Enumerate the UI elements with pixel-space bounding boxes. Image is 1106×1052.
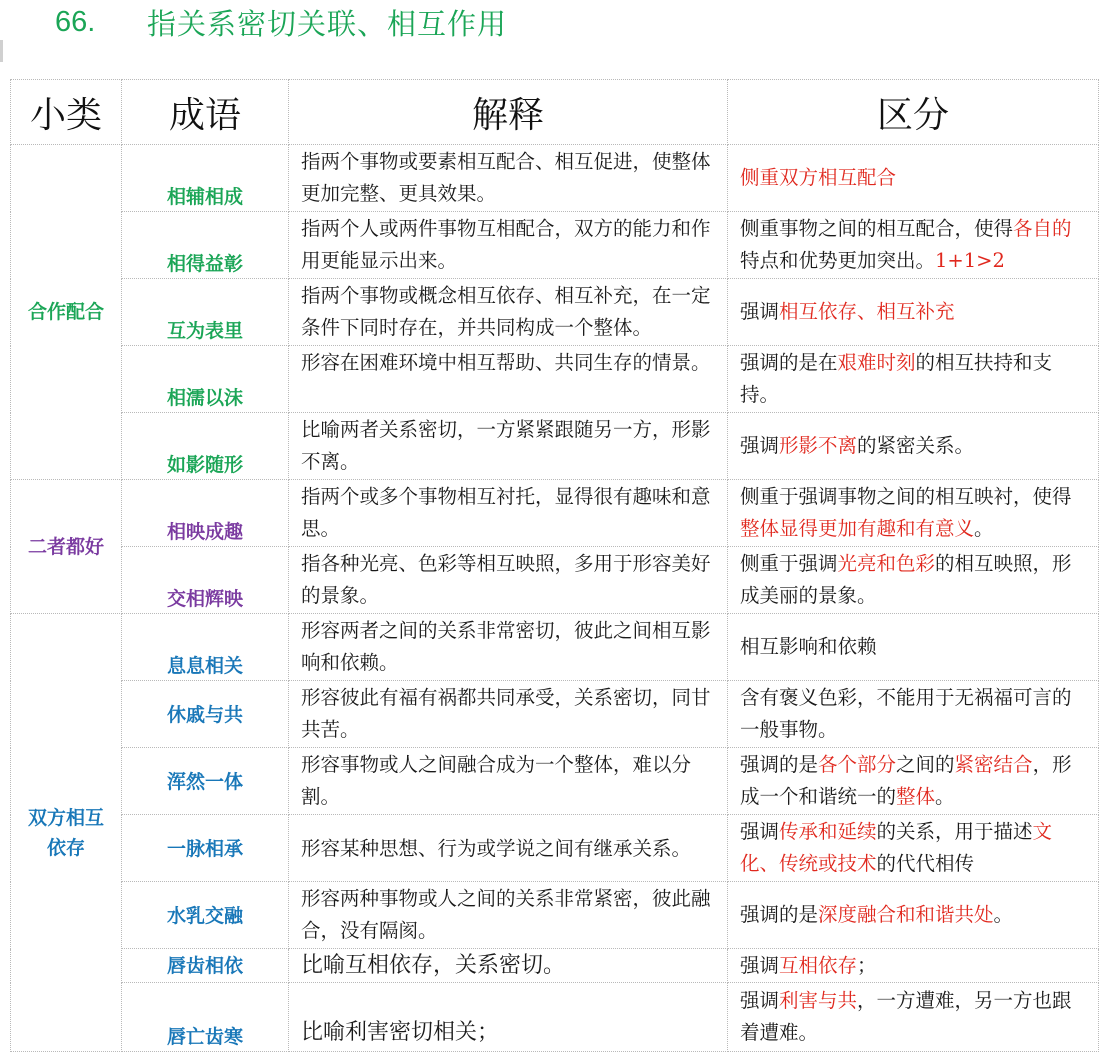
- idiom-cell: [122, 145, 289, 212]
- idiom-text: 互为表里: [166, 320, 243, 342]
- idiom-cell: [122, 480, 289, 547]
- distinction-text: 强调: [740, 989, 780, 1012]
- highlight-text: 艰难时刻: [837, 351, 916, 374]
- idiom-text: 相得益彰: [166, 253, 243, 275]
- distinction-text: 强调: [740, 434, 780, 457]
- highlight-text: 传承和延续: [779, 820, 877, 843]
- idiom-cell: [122, 547, 289, 614]
- explanation-cell: 形容两种事物或人之间的关系非常紧密，彼此融合，没有隔阂。: [289, 882, 728, 949]
- distinction-cell: [728, 983, 1099, 1052]
- distinction-text: 特点和优势更加突出。: [740, 249, 936, 272]
- idiom-cell: [122, 748, 289, 815]
- idiom-cell: [122, 949, 289, 983]
- highlight-text: 互相依存: [779, 953, 858, 977]
- distinction-text: 的紧密关系。: [857, 434, 975, 457]
- idiom-text: 相映成趣: [166, 521, 243, 543]
- distinction-text: 强调的是: [740, 903, 819, 926]
- category-line: 依存: [46, 836, 85, 859]
- idiom-text: 一脉相承: [166, 837, 243, 860]
- distinction-text: 。: [935, 785, 955, 808]
- idiom-cell: [122, 681, 289, 748]
- explanation-cell: 指两个事物或要素相互配合、相互促进，使整体更加完整、更具效果。: [289, 145, 728, 212]
- heading-title: 指关系密切关联、相互作用: [147, 6, 508, 41]
- distinction-cell: [728, 346, 1099, 413]
- margin-mark: [0, 40, 3, 62]
- distinction-text: 强调: [740, 300, 780, 323]
- idiom-text: 相濡以沫: [166, 387, 243, 409]
- table-row: [11, 983, 1099, 1052]
- explanation-cell: 形容某种思想、行为或学说之间有继承关系。: [289, 815, 728, 882]
- category-line: 双方相互: [27, 806, 104, 829]
- distinction-cell: [728, 279, 1099, 346]
- idiom-text: 交相辉映: [166, 588, 243, 610]
- idiom-text: 水乳交融: [166, 904, 243, 927]
- idiom-cell: [122, 413, 289, 480]
- table-row: [11, 748, 1099, 815]
- header-category: 小类: [11, 80, 122, 145]
- distinction-cell: [728, 748, 1099, 815]
- highlight-text: 整体显得更加有趣和有意义: [740, 517, 975, 540]
- table-row: [11, 145, 1099, 212]
- distinction-text: 。: [974, 517, 994, 540]
- distinction-text: 侧重于强调事物之间的相互映衬，使得: [740, 485, 1072, 508]
- page-heading: [55, 0, 507, 44]
- distinction-text: 强调的是在: [740, 351, 838, 374]
- distinction-text: 含有褒义色彩，不能用于无祸福可言的一般事物。: [740, 686, 1072, 741]
- idiom-cell: [122, 882, 289, 949]
- idiom-cell: [122, 815, 289, 882]
- explanation-cell: 形容彼此有福有祸都共同承受，关系密切，同甘共苦。: [289, 681, 728, 748]
- table-row: [11, 882, 1099, 949]
- table-header-row: [11, 80, 1099, 145]
- idiom-cell: [122, 279, 289, 346]
- highlight-text: 各自的: [1013, 217, 1072, 240]
- explanation-cell: 形容事物或人之间融合成为一个整体，难以分割。: [289, 748, 728, 815]
- idiom-text: 息息相关: [166, 655, 243, 677]
- explanation-cell: 指两个或多个事物相互衬托，显得很有趣味和意思。: [289, 480, 728, 547]
- distinction-text: 侧重于强调: [740, 552, 838, 575]
- explanation-cell: 指两个事物或概念相互依存、相互补充，在一定条件下同时存在，并共同构成一个整体。: [289, 279, 728, 346]
- distinction-text: 的相互映照，形成美丽的景象。: [740, 552, 1072, 607]
- distinction-text: ；: [857, 953, 877, 977]
- distinction-text: 强调: [740, 953, 780, 977]
- idiom-text: 相辅相成: [166, 186, 243, 208]
- highlight-text: 侧重双方相互配合: [740, 166, 897, 189]
- distinction-text: 相互影响和依赖: [740, 635, 877, 658]
- category-cell: [11, 614, 122, 1052]
- highlight-text: 利害与共: [779, 989, 858, 1012]
- distinction-text: 。: [993, 903, 1014, 926]
- distinction-cell: [728, 614, 1099, 681]
- distinction-cell: [728, 413, 1099, 480]
- distinction-cell: [728, 145, 1099, 212]
- idiom-text: 唇齿相依: [166, 955, 243, 977]
- header-idiom: 成语: [122, 80, 289, 145]
- highlight-text: 形影不离: [779, 434, 858, 457]
- distinction-cell: [728, 815, 1099, 882]
- table-row: [11, 480, 1099, 547]
- table-row: [11, 681, 1099, 748]
- distinction-cell: [728, 949, 1099, 983]
- distinction-text: 侧重事物之间的相互配合，使得: [740, 217, 1014, 240]
- explanation-cell: 指各种光亮、色彩等相互映照，多用于形容美好的景象。: [289, 547, 728, 614]
- table-row: [11, 949, 1099, 983]
- explanation-cell: 形容两者之间的关系非常密切，彼此之间相互影响和依赖。: [289, 614, 728, 681]
- explanation-cell: 指两个人或两件事物互相配合，双方的能力和作用更能显示出来。: [289, 212, 728, 279]
- table-row: [11, 413, 1099, 480]
- distinction-text: 强调: [740, 820, 780, 843]
- highlight-text: 整体: [896, 785, 936, 808]
- distinction-cell: [728, 480, 1099, 547]
- header-distinction: 区分: [728, 80, 1099, 145]
- distinction-cell: [728, 882, 1099, 949]
- distinction-text: ，形成一个和谐统一的: [740, 753, 1072, 808]
- highlight-text: 文化、传统或技术: [740, 820, 1053, 875]
- highlight-text: 紧密结合: [954, 753, 1033, 776]
- table-row: [11, 815, 1099, 882]
- highlight-text: 光亮和色彩: [837, 552, 936, 575]
- table-row: [11, 614, 1099, 681]
- idiom-cell: [122, 346, 289, 413]
- header-explanation: 解释: [289, 80, 728, 145]
- category-cell: 合作配合: [11, 145, 122, 480]
- idiom-text: 唇亡齿寒: [166, 1026, 243, 1048]
- distinction-cell: [728, 681, 1099, 748]
- distinction-text: 强调的是: [740, 753, 819, 776]
- explanation-cell: 比喻利害密切相关；: [289, 983, 728, 1052]
- idiom-text: 休戚与共: [166, 703, 243, 726]
- idiom-cell: [122, 983, 289, 1052]
- highlight-text: 1+1>2: [935, 249, 1005, 272]
- distinction-cell: [728, 212, 1099, 279]
- table-row: [11, 547, 1099, 614]
- table-row: [11, 212, 1099, 279]
- idiom-table: [10, 79, 1099, 1052]
- heading-number: 66.: [55, 5, 96, 38]
- distinction-text: 的相互扶持和支持。: [740, 351, 1053, 406]
- explanation-cell: 形容在困难环境中相互帮助、共同生存的情景。: [289, 346, 728, 413]
- category-cell: 二者都好: [11, 480, 122, 614]
- explanation-cell: 比喻互相依存，关系密切。: [289, 949, 728, 983]
- distinction-text: 的代代相传: [876, 852, 975, 875]
- table-row: [11, 346, 1099, 413]
- explanation-cell: 比喻两者关系密切，一方紧紧跟随另一方，形影不离。: [289, 413, 728, 480]
- idiom-text: 如影随形: [166, 454, 243, 476]
- distinction-text: 之间的: [896, 753, 955, 776]
- highlight-text: 相互依存、相互补充: [779, 300, 955, 323]
- highlight-text: 深度融合和和谐共处: [818, 903, 994, 926]
- distinction-text: 的关系，用于描述: [876, 820, 1033, 843]
- distinction-text: ，一方遭难，另一方也跟着遭难。: [740, 989, 1072, 1044]
- idiom-cell: [122, 212, 289, 279]
- highlight-text: 各个部分: [818, 753, 897, 776]
- distinction-cell: [728, 547, 1099, 614]
- table-row: [11, 279, 1099, 346]
- idiom-text: 浑然一体: [166, 770, 243, 793]
- idiom-cell: [122, 614, 289, 681]
